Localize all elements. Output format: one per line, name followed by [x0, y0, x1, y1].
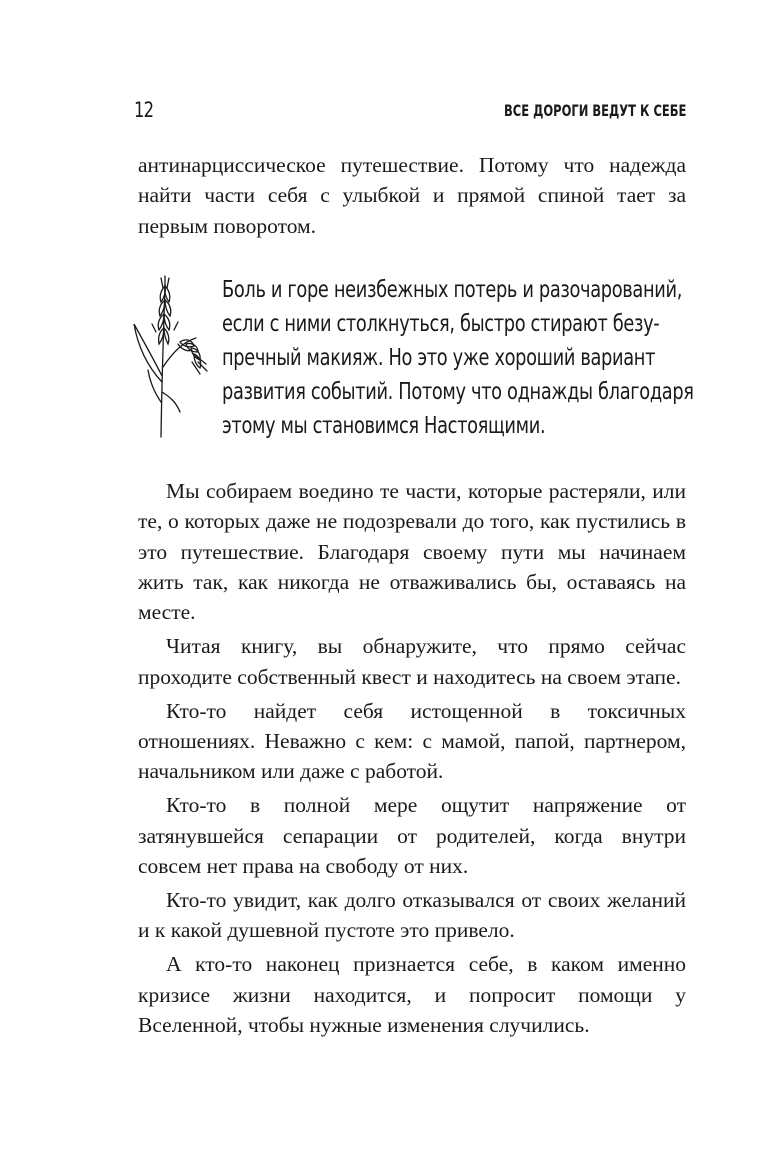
- paragraph: Читая книгу, вы обнаружите, что прямо сейчас проходите собственный квест и находитесь на своем этапе.: [138, 634, 686, 689]
- paragraph: Кто-то найдет себя истощенной в токсичных отношениях. Неважно с кем: с мамой, папой, партнером, начальником или даже с работой.: [138, 698, 686, 784]
- quote-line: если с ними столкнуться, быстро стирают безу-: [222, 311, 660, 337]
- paragraph: Кто-то в полной мере ощутит напряжение от затянувшейся сепарации от родителей, когда внутри совсем нет права на свободу от них.: [138, 793, 686, 878]
- book-title: ВСЕ ДОРОГИ ВЕДУТ К СЕБЕ: [503, 101, 686, 120]
- pull-quote: [222, 273, 694, 443]
- intro-paragraph-block: [138, 150, 686, 241]
- paragraph: Мы собираем воедино те части, которые растеряли, или те, о которых даже не подозревали до того, как пустились в это путешествие. Благодаря своему пути мы начинаем жить так, как никогда не отваживались бы, оставаясь на месте.: [138, 479, 686, 625]
- wheat-icon: [128, 272, 210, 440]
- page-number: 12: [134, 98, 154, 122]
- running-head: [0, 98, 768, 126]
- body-text: [138, 476, 686, 1044]
- quote-line: Боль и горе неизбежных потерь и разочарований,: [222, 277, 683, 303]
- paragraph: Кто-то увидит, как долго отказывался от своих желаний и к какой душевной пустоте это привело.: [138, 888, 686, 943]
- quote-line: пречный макияж. Но это уже хороший вариант: [222, 345, 656, 371]
- paragraph: А кто-то наконец признается себе, в каком именно кризисе жизни находится, и попросит помощи у Вселенной, чтобы нужные изменения случились.: [138, 952, 686, 1038]
- quote-line: этому мы становимся Настоящими.: [222, 413, 546, 439]
- intro-paragraph: антинарциссическое путешествие. Потому что надежда найти части себя с улыбкой и прямой спиной тает за первым поворотом.: [138, 153, 686, 238]
- quote-line: развития событий. Потому что однажды благодаря: [222, 379, 694, 405]
